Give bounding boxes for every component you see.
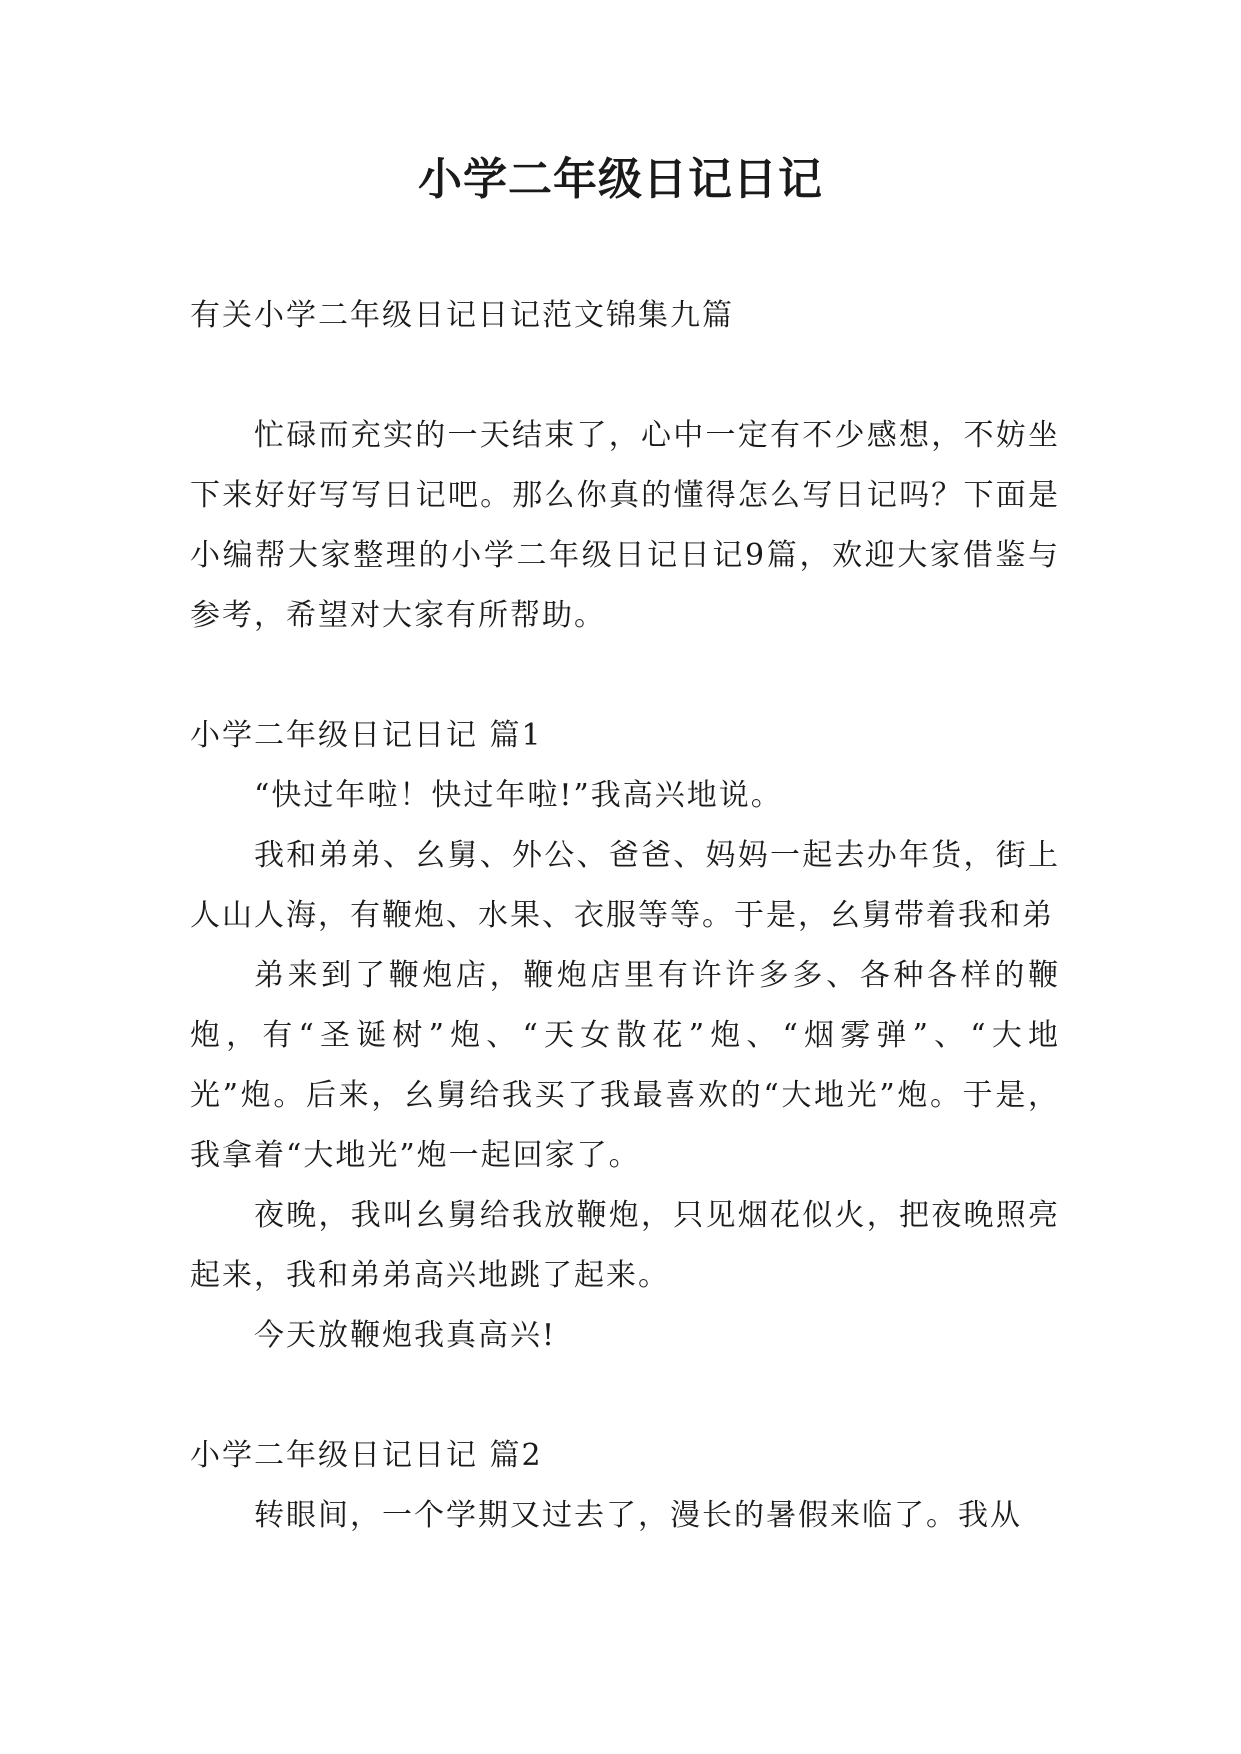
document-body [190, 286, 1060, 1546]
section-1-paragraph-3: 弟来到了鞭炮店，鞭炮店里有许许多多、各种各样的鞭炮，有“圣诞树”炮、“天女散花”炮、“烟雾弹”、“大地光”炮。后来，幺舅给我买了我最喜欢的“大地光”炮。于是，我拿着“大地光”炮一起回家了。 [190, 958, 1060, 1173]
section-2-paragraph-1: 转眼间，一个学期又过去了，漫长的暑假来临了。我从 [254, 1498, 1022, 1533]
section-1-paragraph-5: 今天放鞭炮我真高兴! [254, 1318, 557, 1353]
section-heading-2: 小学二年级日记日记 篇2 [190, 1438, 543, 1473]
document-subtitle: 有关小学二年级日记日记范文锦集九篇 [190, 298, 734, 333]
section-1-paragraph-1: “快过年啦！快过年啦!”我高兴地说。 [254, 778, 783, 813]
section-1-paragraph-2: 我和弟弟、幺舅、外公、爸爸、妈妈一起去办年货，街上人山人海，有鞭炮、水果、衣服等等。于是，幺舅带着我和弟 [190, 838, 1060, 933]
section-heading-1: 小学二年级日记日记 篇1 [190, 718, 543, 753]
intro-paragraph: 忙碌而充实的一天结束了，心中一定有不少感想，不妨坐下来好好写写日记吧。那么你真的懂得怎么写日记吗？下面是小编帮大家整理的小学二年级日记日记9篇，欢迎大家借鉴与参考，希望对大家有所帮助。 [190, 418, 1060, 633]
document-title: 小学二年级日记日记 [418, 154, 823, 205]
section-1-paragraph-4: 夜晚，我叫幺舅给我放鞭炮，只见烟花似火，把夜晚照亮起来，我和弟弟高兴地跳了起来。 [190, 1198, 1060, 1293]
